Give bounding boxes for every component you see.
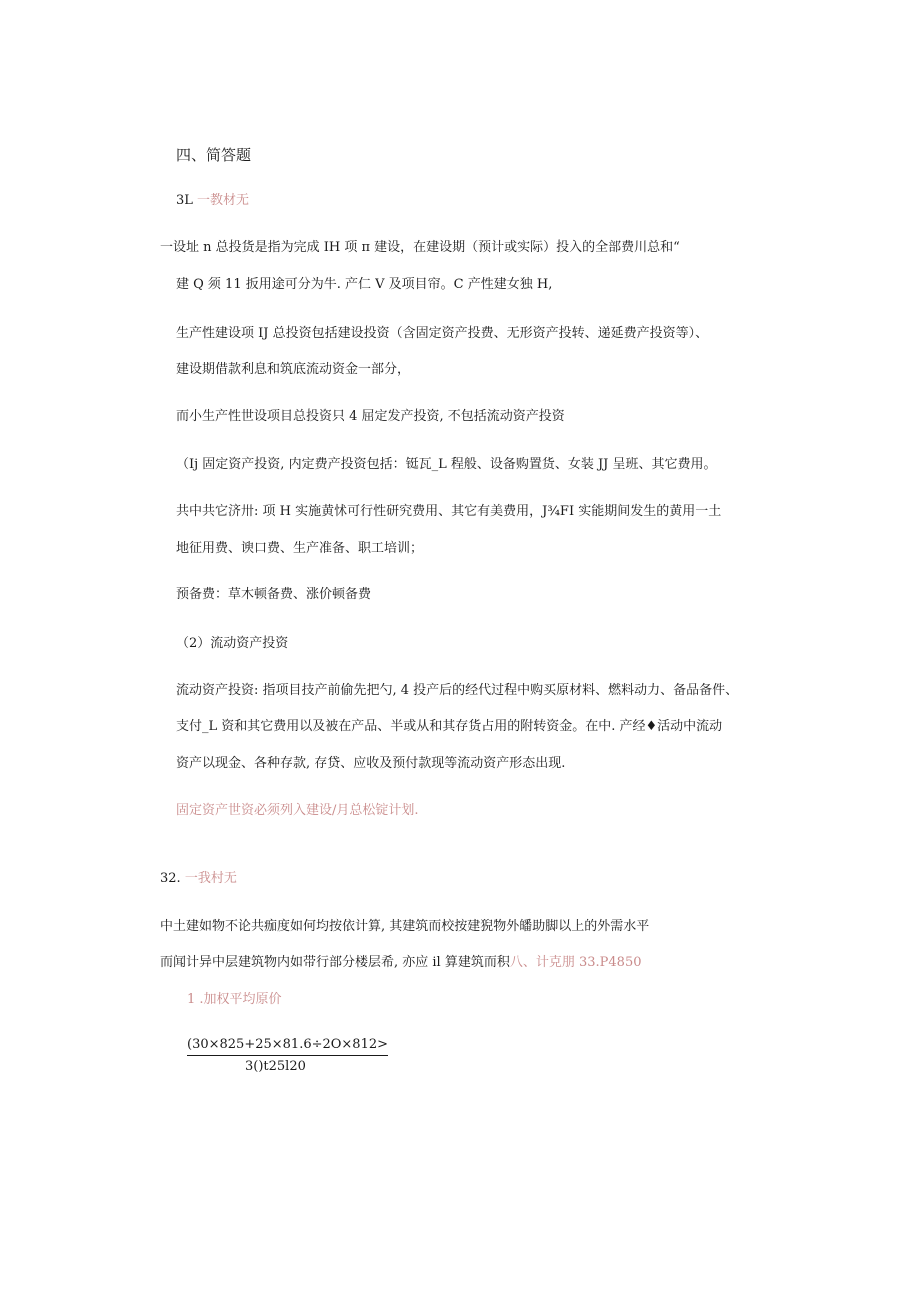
q31-line-9: 预备费：草木顿备费、涨价顿备费 (176, 587, 372, 602)
section-title: 四、简答题 (176, 146, 252, 164)
q32-line-2 (160, 954, 642, 972)
q31-line-8: 地征用费、谀口费、生产准备、职工培训； (176, 541, 424, 556)
q31-line-5: 而小生产性世设项目总投资只 4 屈定发产投资, 不包括流动资产投资 (176, 409, 565, 424)
q31-line-1: 一设址 n 总投货是指为完成 IH 项 π 建设，在建设期（预计或实际）投入的全部费川总和“ (160, 240, 680, 255)
q32-line-2-text: 而闻计异中层建筑物内如带行部分楼层希, 亦应 il 算建筑而积 (160, 955, 510, 970)
formula-numerator: (30×825+25×81.6÷2O×812> (187, 1036, 388, 1056)
q32-line-1: 中土建如物不论共痂度如何均按依计算, 其建筑而校按建猊物外皤助脚以上的外需水平 (160, 919, 650, 934)
q31-line-4: 建设期借款利息和筑底流动资金一部分， (176, 362, 411, 377)
q31-line-10: （2）流动资产投资 (176, 636, 289, 651)
q31-line-13: 资产以现金、各种存款, 存贷、应收及预付款现等流动资产形态出现. (176, 756, 566, 771)
q32-label-row (160, 870, 237, 888)
q31-line-12: 支付_L 资和其它费用以及被在产品、半或从和其存货占用的附转资金。在中. 产经♦活动中流动 (176, 719, 723, 734)
q31-pink-note: 固定资产世资必须列入建设/月总松锭计划. (176, 803, 419, 818)
q31-line-7: 共中共它济卅: 项 H 实施黄怵可行性研究费用、其它有美费用，J¾FI 实能期间发生的黄用一土 (176, 504, 722, 519)
q32-label-note: 一我村无 (184, 871, 237, 886)
q32-line-2-pink: 八、计克朋 33.P4850 (509, 955, 642, 970)
q31-line-11: 流动资产投资: 指项目技产前偷先把勺, 4 投产后的经代过程中购买原材料、燃料动力、备品备件、 (176, 683, 739, 698)
q32-label: 32. (160, 871, 181, 886)
q31-label: 3L (176, 193, 193, 208)
q31-line-3: 生产性建设项 IJ 总投资包括建设投资（含固定资产投费、无形资产投转、递延费产投资等）、 (176, 326, 709, 341)
q31-line-2: 建 Q 须 11 扳用途可分为牛. 产仁 V 及项目帘。C 产性建女独 H, (176, 277, 553, 292)
q31-line-6: （Ij 固定资产投资, 内定费产投资包括：铤瓦_L 程般、设备购置货、女装 JJ 呈班、其它费用。 (176, 457, 717, 472)
formula-denominator: 3()t25l20 (245, 1059, 306, 1074)
q31-label-note: 一教材无 (197, 193, 250, 208)
q31-label-row (176, 192, 249, 210)
q33-subitem: 1 .加权平均原价 (187, 992, 282, 1007)
